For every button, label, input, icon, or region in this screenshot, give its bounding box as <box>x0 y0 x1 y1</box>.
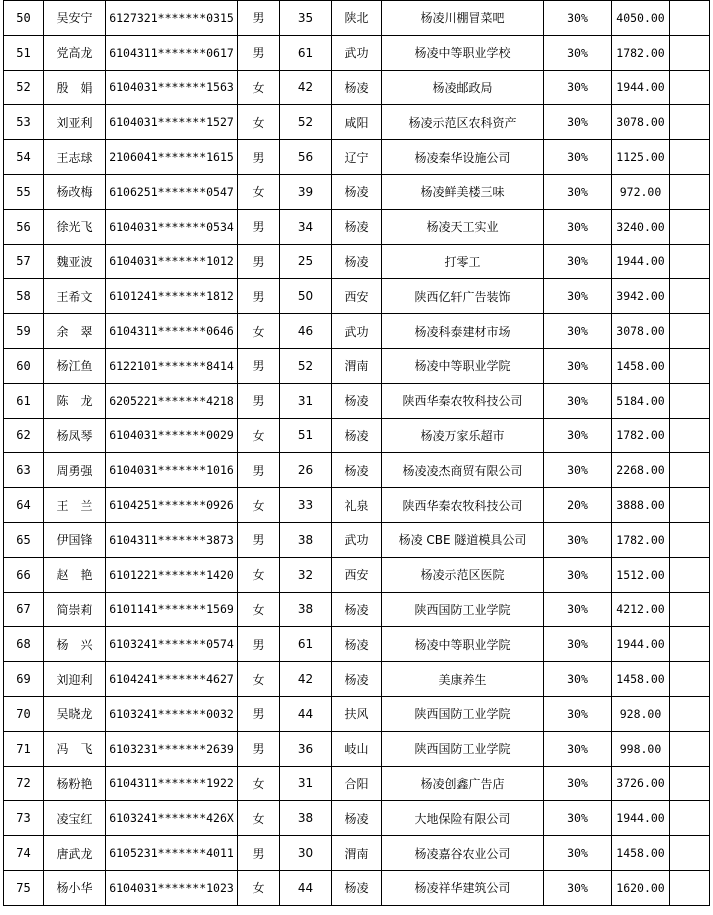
person-name-cell: 王志球 <box>44 140 106 175</box>
gender-cell: 女 <box>238 592 280 627</box>
id-number-cell: 6101221*******1420 <box>106 557 238 592</box>
ratio-cell: 30% <box>544 453 612 488</box>
person-name-cell: 吴安宁 <box>44 1 106 36</box>
remark-cell <box>670 662 710 697</box>
gender-cell: 女 <box>238 418 280 453</box>
roster-body <box>4 1 710 906</box>
row-number-cell: 56 <box>4 209 44 244</box>
gender-cell: 女 <box>238 174 280 209</box>
age-cell: 44 <box>280 696 332 731</box>
person-name-cell: 余 翠 <box>44 314 106 349</box>
hometown-cell: 杨凌 <box>332 801 382 836</box>
id-number-cell: 6104311*******0617 <box>106 35 238 70</box>
gender-cell: 女 <box>238 766 280 801</box>
remark-cell <box>670 453 710 488</box>
id-number-cell: 6104311*******3873 <box>106 522 238 557</box>
table-row <box>4 35 710 70</box>
age-cell: 38 <box>280 592 332 627</box>
amount-cell: 928.00 <box>612 696 670 731</box>
table-row <box>4 488 710 523</box>
employer-cell: 杨凌 CBE 隧道模具公司 <box>382 522 544 557</box>
age-cell: 25 <box>280 244 332 279</box>
ratio-cell: 30% <box>544 522 612 557</box>
hometown-cell: 杨凌 <box>332 174 382 209</box>
age-cell: 44 <box>280 870 332 905</box>
amount-cell: 4050.00 <box>612 1 670 36</box>
ratio-cell: 30% <box>544 105 612 140</box>
hometown-cell: 渭南 <box>332 836 382 871</box>
row-number-cell: 57 <box>4 244 44 279</box>
age-cell: 46 <box>280 314 332 349</box>
employer-cell: 陕西国防工业学院 <box>382 696 544 731</box>
gender-cell: 男 <box>238 696 280 731</box>
row-number-cell: 55 <box>4 174 44 209</box>
remark-cell <box>670 627 710 662</box>
row-number-cell: 50 <box>4 1 44 36</box>
table-row <box>4 244 710 279</box>
amount-cell: 3942.00 <box>612 279 670 314</box>
amount-cell: 2268.00 <box>612 453 670 488</box>
row-number-cell: 58 <box>4 279 44 314</box>
remark-cell <box>670 870 710 905</box>
hometown-cell: 西安 <box>332 279 382 314</box>
person-name-cell: 王希文 <box>44 279 106 314</box>
hometown-cell: 杨凌 <box>332 418 382 453</box>
id-number-cell: 6104031*******1016 <box>106 453 238 488</box>
amount-cell: 3726.00 <box>612 766 670 801</box>
remark-cell <box>670 731 710 766</box>
table-row <box>4 870 710 905</box>
row-number-cell: 67 <box>4 592 44 627</box>
person-name-cell: 杨粉艳 <box>44 766 106 801</box>
ratio-cell: 30% <box>544 731 612 766</box>
age-cell: 31 <box>280 383 332 418</box>
remark-cell <box>670 70 710 105</box>
ratio-cell: 30% <box>544 209 612 244</box>
row-number-cell: 53 <box>4 105 44 140</box>
table-row <box>4 174 710 209</box>
age-cell: 42 <box>280 70 332 105</box>
employer-cell: 杨凌中等职业学院 <box>382 348 544 383</box>
remark-cell <box>670 696 710 731</box>
employer-cell: 杨凌中等职业学校 <box>382 35 544 70</box>
id-number-cell: 6103241*******0032 <box>106 696 238 731</box>
person-name-cell: 徐光飞 <box>44 209 106 244</box>
employer-cell: 杨凌祥华建筑公司 <box>382 870 544 905</box>
age-cell: 56 <box>280 140 332 175</box>
age-cell: 42 <box>280 662 332 697</box>
remark-cell <box>670 418 710 453</box>
remark-cell <box>670 314 710 349</box>
gender-cell: 男 <box>238 140 280 175</box>
id-number-cell: 6101241*******1812 <box>106 279 238 314</box>
employer-cell: 杨凌秦华设施公司 <box>382 140 544 175</box>
row-number-cell: 62 <box>4 418 44 453</box>
amount-cell: 5184.00 <box>612 383 670 418</box>
id-number-cell: 6205221*******4218 <box>106 383 238 418</box>
employer-cell: 杨凌万家乐超市 <box>382 418 544 453</box>
row-number-cell: 61 <box>4 383 44 418</box>
amount-cell: 3078.00 <box>612 105 670 140</box>
gender-cell: 女 <box>238 105 280 140</box>
age-cell: 34 <box>280 209 332 244</box>
person-name-cell: 吴晓龙 <box>44 696 106 731</box>
remark-cell <box>670 35 710 70</box>
row-number-cell: 66 <box>4 557 44 592</box>
table-row <box>4 453 710 488</box>
person-name-cell: 周勇强 <box>44 453 106 488</box>
table-row <box>4 314 710 349</box>
amount-cell: 1782.00 <box>612 418 670 453</box>
employer-cell: 杨凌天工实业 <box>382 209 544 244</box>
age-cell: 38 <box>280 522 332 557</box>
ratio-cell: 30% <box>544 383 612 418</box>
person-name-cell: 杨小华 <box>44 870 106 905</box>
amount-cell: 3078.00 <box>612 314 670 349</box>
id-number-cell: 6104241*******4627 <box>106 662 238 697</box>
person-name-cell: 魏亚波 <box>44 244 106 279</box>
person-name-cell: 王 兰 <box>44 488 106 523</box>
table-row <box>4 731 710 766</box>
id-number-cell: 6105231*******4011 <box>106 836 238 871</box>
person-name-cell: 杨改梅 <box>44 174 106 209</box>
id-number-cell: 6127321*******0315 <box>106 1 238 36</box>
age-cell: 31 <box>280 766 332 801</box>
table-row <box>4 627 710 662</box>
employer-cell: 杨凌邮政局 <box>382 70 544 105</box>
hometown-cell: 渭南 <box>332 348 382 383</box>
row-number-cell: 63 <box>4 453 44 488</box>
person-name-cell: 刘亚利 <box>44 105 106 140</box>
table-row <box>4 522 710 557</box>
gender-cell: 男 <box>238 1 280 36</box>
row-number-cell: 69 <box>4 662 44 697</box>
person-name-cell: 伊国锋 <box>44 522 106 557</box>
roster-table <box>3 0 710 906</box>
row-number-cell: 75 <box>4 870 44 905</box>
employer-cell: 陕西国防工业学院 <box>382 731 544 766</box>
person-name-cell: 冯 飞 <box>44 731 106 766</box>
table-row <box>4 766 710 801</box>
hometown-cell: 杨凌 <box>332 209 382 244</box>
ratio-cell: 30% <box>544 1 612 36</box>
id-number-cell: 6104031*******1023 <box>106 870 238 905</box>
hometown-cell: 西安 <box>332 557 382 592</box>
hometown-cell: 武功 <box>332 35 382 70</box>
id-number-cell: 6122101*******8414 <box>106 348 238 383</box>
row-number-cell: 71 <box>4 731 44 766</box>
ratio-cell: 30% <box>544 696 612 731</box>
row-number-cell: 64 <box>4 488 44 523</box>
row-number-cell: 60 <box>4 348 44 383</box>
hometown-cell: 杨凌 <box>332 662 382 697</box>
ratio-cell: 30% <box>544 348 612 383</box>
table-row <box>4 383 710 418</box>
employer-cell: 杨凌鲜美楼三味 <box>382 174 544 209</box>
row-number-cell: 65 <box>4 522 44 557</box>
hometown-cell: 武功 <box>332 314 382 349</box>
hometown-cell: 合阳 <box>332 766 382 801</box>
remark-cell <box>670 522 710 557</box>
person-name-cell: 党高龙 <box>44 35 106 70</box>
age-cell: 39 <box>280 174 332 209</box>
amount-cell: 1458.00 <box>612 662 670 697</box>
age-cell: 36 <box>280 731 332 766</box>
id-number-cell: 6104031*******0029 <box>106 418 238 453</box>
remark-cell <box>670 244 710 279</box>
hometown-cell: 杨凌 <box>332 592 382 627</box>
employer-cell: 美康养生 <box>382 662 544 697</box>
employer-cell: 杨凌川棚冒菜吧 <box>382 1 544 36</box>
amount-cell: 1944.00 <box>612 244 670 279</box>
person-name-cell: 杨 兴 <box>44 627 106 662</box>
table-row <box>4 140 710 175</box>
amount-cell: 1782.00 <box>612 522 670 557</box>
id-number-cell: 6104311*******1922 <box>106 766 238 801</box>
gender-cell: 女 <box>238 314 280 349</box>
gender-cell: 男 <box>238 731 280 766</box>
employer-cell: 杨凌中等职业学院 <box>382 627 544 662</box>
ratio-cell: 30% <box>544 35 612 70</box>
row-number-cell: 73 <box>4 801 44 836</box>
employer-cell: 打零工 <box>382 244 544 279</box>
amount-cell: 1944.00 <box>612 70 670 105</box>
hometown-cell: 杨凌 <box>332 870 382 905</box>
person-name-cell: 赵 艳 <box>44 557 106 592</box>
id-number-cell: 6101141*******1569 <box>106 592 238 627</box>
table-row <box>4 418 710 453</box>
person-name-cell: 凌宝红 <box>44 801 106 836</box>
hometown-cell: 咸阳 <box>332 105 382 140</box>
remark-cell <box>670 592 710 627</box>
person-name-cell: 杨凤琴 <box>44 418 106 453</box>
amount-cell: 3240.00 <box>612 209 670 244</box>
gender-cell: 女 <box>238 662 280 697</box>
gender-cell: 男 <box>238 836 280 871</box>
amount-cell: 1125.00 <box>612 140 670 175</box>
hometown-cell: 辽宁 <box>332 140 382 175</box>
age-cell: 32 <box>280 557 332 592</box>
remark-cell <box>670 383 710 418</box>
id-number-cell: 6103241*******426X <box>106 801 238 836</box>
ratio-cell: 30% <box>544 314 612 349</box>
row-number-cell: 59 <box>4 314 44 349</box>
table-row <box>4 662 710 697</box>
amount-cell: 972.00 <box>612 174 670 209</box>
gender-cell: 男 <box>238 453 280 488</box>
table-row <box>4 1 710 36</box>
ratio-cell: 30% <box>544 557 612 592</box>
remark-cell <box>670 174 710 209</box>
gender-cell: 女 <box>238 557 280 592</box>
amount-cell: 998.00 <box>612 731 670 766</box>
hometown-cell: 武功 <box>332 522 382 557</box>
id-number-cell: 6104031*******1527 <box>106 105 238 140</box>
ratio-cell: 30% <box>544 140 612 175</box>
amount-cell: 4212.00 <box>612 592 670 627</box>
gender-cell: 女 <box>238 488 280 523</box>
hometown-cell: 杨凌 <box>332 244 382 279</box>
person-name-cell: 陈 龙 <box>44 383 106 418</box>
age-cell: 30 <box>280 836 332 871</box>
table-row <box>4 557 710 592</box>
row-number-cell: 68 <box>4 627 44 662</box>
ratio-cell: 30% <box>544 418 612 453</box>
gender-cell: 男 <box>238 348 280 383</box>
remark-cell <box>670 140 710 175</box>
ratio-cell: 30% <box>544 870 612 905</box>
person-name-cell: 殷 娟 <box>44 70 106 105</box>
employer-cell: 杨凌凌杰商贸有限公司 <box>382 453 544 488</box>
person-name-cell: 刘迎利 <box>44 662 106 697</box>
id-number-cell: 6103241*******0574 <box>106 627 238 662</box>
hometown-cell: 岐山 <box>332 731 382 766</box>
employer-cell: 杨凌示范区农科资产 <box>382 105 544 140</box>
amount-cell: 1512.00 <box>612 557 670 592</box>
id-number-cell: 2106041*******1615 <box>106 140 238 175</box>
remark-cell <box>670 488 710 523</box>
row-number-cell: 72 <box>4 766 44 801</box>
table-row <box>4 279 710 314</box>
ratio-cell: 30% <box>544 662 612 697</box>
hometown-cell: 杨凌 <box>332 627 382 662</box>
id-number-cell: 6106251*******0547 <box>106 174 238 209</box>
ratio-cell: 30% <box>544 766 612 801</box>
table-row <box>4 801 710 836</box>
remark-cell <box>670 279 710 314</box>
gender-cell: 男 <box>238 35 280 70</box>
age-cell: 51 <box>280 418 332 453</box>
remark-cell <box>670 348 710 383</box>
employer-cell: 杨凌科泰建材市场 <box>382 314 544 349</box>
table-row <box>4 836 710 871</box>
amount-cell: 1782.00 <box>612 35 670 70</box>
gender-cell: 男 <box>238 279 280 314</box>
id-number-cell: 6104251*******0926 <box>106 488 238 523</box>
employer-cell: 陕西华秦农牧科技公司 <box>382 488 544 523</box>
amount-cell: 1944.00 <box>612 627 670 662</box>
person-name-cell: 杨江鱼 <box>44 348 106 383</box>
row-number-cell: 54 <box>4 140 44 175</box>
gender-cell: 女 <box>238 870 280 905</box>
ratio-cell: 30% <box>544 627 612 662</box>
table-row <box>4 696 710 731</box>
ratio-cell: 30% <box>544 836 612 871</box>
row-number-cell: 51 <box>4 35 44 70</box>
age-cell: 61 <box>280 627 332 662</box>
row-number-cell: 74 <box>4 836 44 871</box>
id-number-cell: 6104031*******1012 <box>106 244 238 279</box>
ratio-cell: 30% <box>544 70 612 105</box>
amount-cell: 1458.00 <box>612 348 670 383</box>
gender-cell: 男 <box>238 209 280 244</box>
hometown-cell: 陕北 <box>332 1 382 36</box>
table-row <box>4 70 710 105</box>
row-number-cell: 52 <box>4 70 44 105</box>
age-cell: 50 <box>280 279 332 314</box>
id-number-cell: 6104031*******1563 <box>106 70 238 105</box>
employer-cell: 杨凌嘉谷农业公司 <box>382 836 544 871</box>
gender-cell: 男 <box>238 522 280 557</box>
ratio-cell: 30% <box>544 279 612 314</box>
table-row <box>4 105 710 140</box>
amount-cell: 3888.00 <box>612 488 670 523</box>
hometown-cell: 杨凌 <box>332 70 382 105</box>
gender-cell: 男 <box>238 383 280 418</box>
gender-cell: 男 <box>238 244 280 279</box>
ratio-cell: 30% <box>544 244 612 279</box>
table-row <box>4 592 710 627</box>
age-cell: 33 <box>280 488 332 523</box>
remark-cell <box>670 209 710 244</box>
age-cell: 38 <box>280 801 332 836</box>
person-name-cell: 简崇莉 <box>44 592 106 627</box>
ratio-cell: 20% <box>544 488 612 523</box>
employer-cell: 大地保险有限公司 <box>382 801 544 836</box>
amount-cell: 1944.00 <box>612 801 670 836</box>
remark-cell <box>670 836 710 871</box>
age-cell: 26 <box>280 453 332 488</box>
id-number-cell: 6104311*******0646 <box>106 314 238 349</box>
age-cell: 52 <box>280 105 332 140</box>
employer-cell: 杨凌示范区医院 <box>382 557 544 592</box>
hometown-cell: 礼泉 <box>332 488 382 523</box>
id-number-cell: 6103231*******2639 <box>106 731 238 766</box>
ratio-cell: 30% <box>544 801 612 836</box>
employer-cell: 陕西亿轩广告装饰 <box>382 279 544 314</box>
hometown-cell: 杨凌 <box>332 453 382 488</box>
gender-cell: 女 <box>238 70 280 105</box>
id-number-cell: 6104031*******0534 <box>106 209 238 244</box>
age-cell: 52 <box>280 348 332 383</box>
age-cell: 35 <box>280 1 332 36</box>
gender-cell: 男 <box>238 627 280 662</box>
employer-cell: 陕西国防工业学院 <box>382 592 544 627</box>
age-cell: 61 <box>280 35 332 70</box>
hometown-cell: 杨凌 <box>332 383 382 418</box>
ratio-cell: 30% <box>544 174 612 209</box>
table-row <box>4 209 710 244</box>
gender-cell: 女 <box>238 801 280 836</box>
employer-cell: 杨凌创鑫广告店 <box>382 766 544 801</box>
amount-cell: 1458.00 <box>612 836 670 871</box>
amount-cell: 1620.00 <box>612 870 670 905</box>
remark-cell <box>670 1 710 36</box>
ratio-cell: 30% <box>544 592 612 627</box>
remark-cell <box>670 105 710 140</box>
remark-cell <box>670 766 710 801</box>
person-name-cell: 唐武龙 <box>44 836 106 871</box>
employer-cell: 陕西华秦农牧科技公司 <box>382 383 544 418</box>
row-number-cell: 70 <box>4 696 44 731</box>
remark-cell <box>670 557 710 592</box>
hometown-cell: 扶风 <box>332 696 382 731</box>
remark-cell <box>670 801 710 836</box>
table-row <box>4 348 710 383</box>
